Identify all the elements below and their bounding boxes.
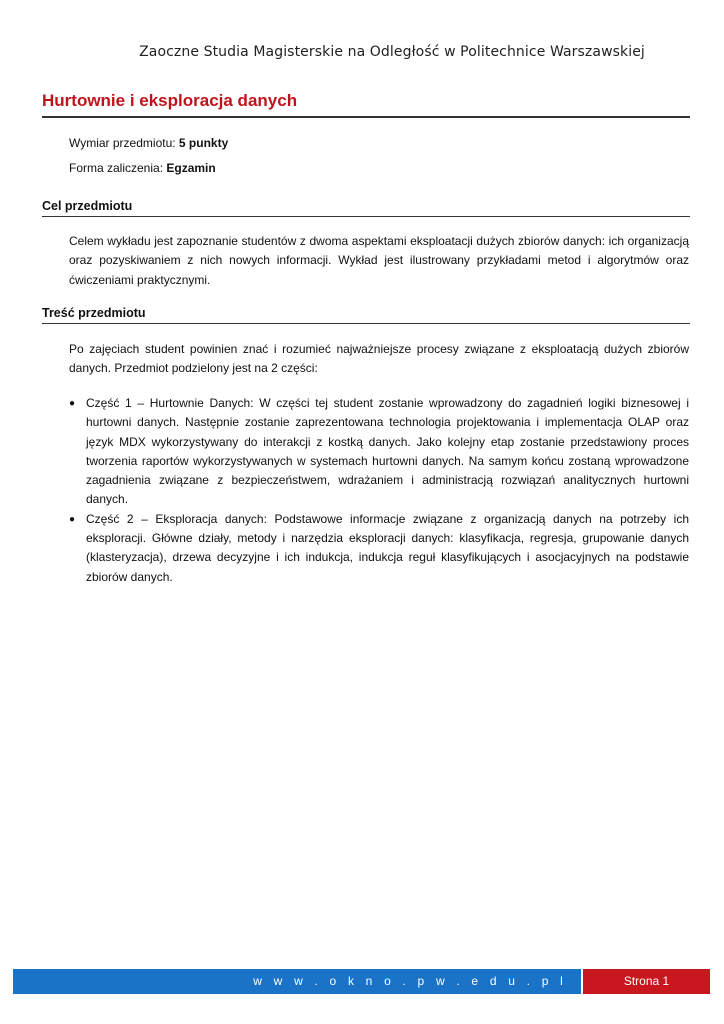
list-item <box>69 510 689 587</box>
course-scope <box>69 136 228 150</box>
list-item-text: Część 1 – Hurtownie Danych: W części tej student zostanie wprowadzony do zagadnień logiki biznesowej i hurtowni danych. Następnie zostanie zaprezentowana technologia projektowania i implementacja OLAP oraz język MDX wykorzystywany do interakcji z kostką danych. Jako kolejny etap zostanie przedstawiony proces tworzenia raportów wykorzystywanych w systemach hurtowni danych. Na samym końcu zostaną wprowadzone zagadnienia związane z bezpieczeństwem, wdrażaniem i administracją rozwiązań analitycznych hurtowni danych. <box>86 396 689 507</box>
course-scope-label: Wymiar przedmiotu: <box>69 136 179 150</box>
content-parts-list <box>69 394 689 587</box>
bullet-icon: ● <box>69 513 76 525</box>
course-exam-form <box>69 161 216 175</box>
course-exam-form-label: Forma zaliczenia: <box>69 161 167 175</box>
footer-url-bar <box>13 969 581 994</box>
goal-divider <box>42 216 690 217</box>
title-divider <box>42 116 690 118</box>
bullet-icon: ● <box>69 398 76 409</box>
list-item-text: Część 2 – Eksploracja danych: Podstawowe informacje związane z organizacją danych na potrzeby ich eksploracji. Główne działy, metody i narzędzia eksploracji danych: klasyfikacja, regresja, grupowanie danych (klasteryzacja), drzewa decyzyjne i ich indukcja, indukcja reguł klasyfikujących i asocjacyjnych na podstawie zbiorów danych. <box>86 511 689 584</box>
page-header: Zaoczne Studia Magisterskie na Odległość w Politechnice Warszawskiej <box>139 44 645 60</box>
footer-url[interactable]: w w w . o k n o . p w . e d u . p l <box>253 974 567 988</box>
content-intro-paragraph: Po zajęciach student powinien znać i rozumieć najważniejsze procesy związane z eksploatacją dużych zbiorów danych. Przedmiot podzielony jest na 2 części: <box>69 342 689 376</box>
page-number: Strona 1 <box>583 969 710 994</box>
course-title: Hurtownie i eksploracja danych <box>42 91 298 110</box>
content-heading: Treść przedmiotu <box>42 306 146 320</box>
course-exam-form-value: Egzamin <box>166 161 216 175</box>
goal-heading: Cel przedmiotu <box>42 199 133 213</box>
content-divider <box>42 323 690 324</box>
goal-paragraph: Celem wykładu jest zapoznanie studentów z dwoma aspektami eksploatacji dużych zbiorów danych: ich organizacją oraz pozyskiwaniem z nich nowych informacji. Wykład jest ilustrowany przykładami metod i algorytmów oraz ćwiczeniami praktycznymi. <box>69 234 689 287</box>
list-item <box>69 394 689 510</box>
page-footer <box>13 969 710 994</box>
course-scope-value: 5 punkty <box>178 136 229 150</box>
